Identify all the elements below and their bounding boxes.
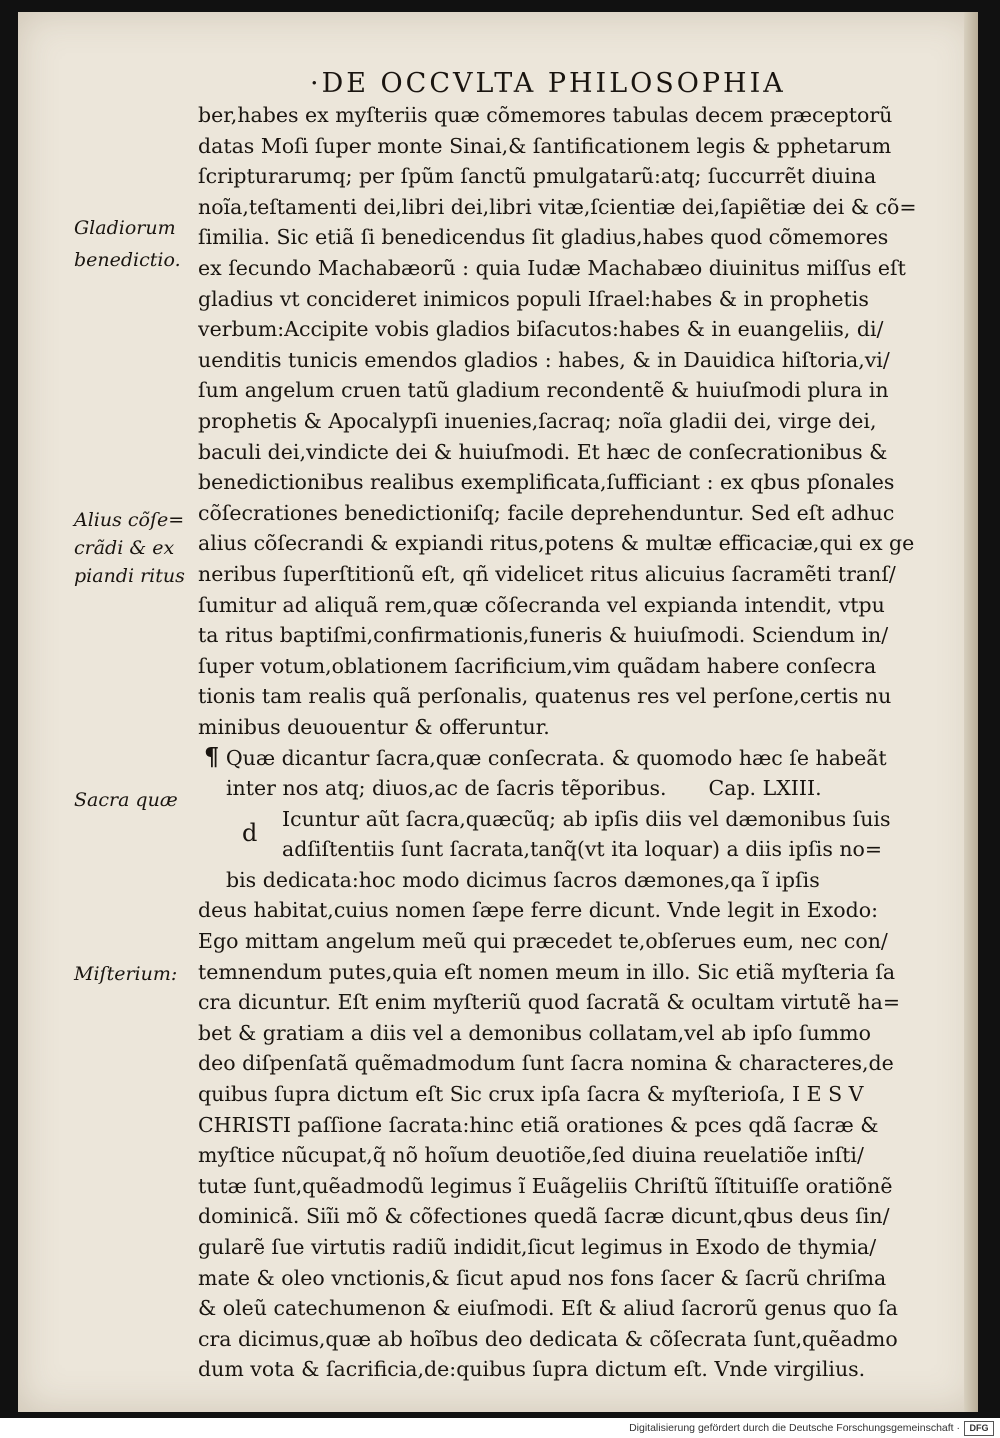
margin-note: Sacra quæ: [74, 789, 178, 811]
text-line: tutæ ſunt,quẽadmodũ legimus ĩ Euãgeliis Chriſtũ ĩſtituiſſe oratiõnẽ: [198, 1173, 893, 1198]
chapter-title-cont: [198, 773, 958, 804]
margin-note: Alius cõſe=: [74, 509, 185, 531]
text-line: minibus deuouentur & offeruntur.: [198, 714, 550, 739]
text-line: ſumitur ad aliquã rem,quæ cõſecranda vel expianda intendit, vtpu: [198, 592, 885, 617]
text-line: bis dedicata:hoc modo dicimus ſacros dæmones,qa ĩ ipſis: [226, 867, 820, 892]
drop-initial: d: [242, 819, 258, 847]
margin-note: Gladiorum: [74, 217, 176, 239]
text-line: cra dicimus,quæ ab hoĩbus deo dedicata & cõſecrata ſunt,quẽadmo: [198, 1326, 898, 1351]
running-header: ·DE OCCVLTA PHILOSOPHIA: [310, 68, 786, 99]
text-line: tionis tam realis quã perſonalis, quatenus res vel perſone,certis nu: [198, 684, 892, 709]
text-line: Ego mittam angelum meũ qui præcedet te,obſerues eum, nec con/: [198, 929, 888, 954]
text-line: ſcripturarumq; per ſpũm ſanctũ pmulgatarũ:atq; ſuccurrẽt diuina: [198, 164, 877, 189]
text-line: ſuper votum,oblationem ſacrificium,vim quãdam habere conſecra: [198, 653, 877, 678]
footer-credit: Digitalisierung gefördert durch die Deutsche Forschungsgemeinschaft ·: [629, 1422, 960, 1434]
text-line: ſimilia. Sic etiã ſi benedicendus ſit gladius,habes quod cõmemores: [198, 225, 889, 250]
text-line: neribus ſuperſtitionũ eſt, qñ videlicet ritus alicuius ſacramẽti tranſ/: [198, 561, 896, 586]
text-line: uenditis tunicis emendos gladios : habes, & in Dauidica hiſtoria,vi/: [198, 347, 890, 372]
text-line: deus habitat,cuius nomen ſæpe ferre dicunt. Vnde legit in Exodo:: [198, 898, 878, 923]
chapter-title-line: Quæ dicantur ſacra,quæ conſecrata. & quomodo hæc ſe habeãt: [225, 746, 887, 771]
text-line: adſiſtentiis ſunt ſacrata,tanq̃(vt ita loquar) a diis ipſis no=: [282, 837, 883, 862]
margin-note: crãdi & ex: [74, 537, 175, 559]
text-line: verbum:Accipite vobis gladios biſacutos:habes & in euangeliis, di/: [198, 317, 884, 342]
text-line: ta ritus baptiſmi,confirmationis,funeris & huiuſmodi. Sciendum in/: [198, 623, 889, 648]
text-line: gularẽ ſue virtutis radiũ indidit,ſicut legimus in Exodo de thymia/: [198, 1234, 877, 1259]
text-line: temnendum putes,quia eſt nomen meum in illo. Sic etiã myſteria ſa: [198, 959, 896, 984]
text-line: gladius vt concideret inimicos populi Iſrael:habes & in prophetis: [198, 286, 869, 311]
text-line: baculi dei,vindicte dei & huiuſmodi. Et hæc de conſecrationibus &: [198, 439, 888, 464]
margin-note: benedictio.: [74, 249, 181, 271]
text-line: mate & oleo vnctionis,& ſicut apud nos fons ſacer & ſacrũ chriſma: [198, 1265, 887, 1290]
text-line: datas Moſi ſuper monte Sinai,& ſantificationem legis & pphetarum: [198, 133, 892, 158]
text-line: dominicã. Siĩi mõ & cõfectiones quedã ſacræ dicunt,qbus deus ſin/: [198, 1204, 890, 1229]
text-line: dum vota & ſacrificia,de:quibus ſupra dictum eſt. Vnde virgilius.: [198, 1357, 866, 1382]
text-line: ex ſecundo Machabæorũ : quia Iudæ Machabæo diuinitus miſſus eſt: [198, 255, 906, 280]
text-line: benedictionibus realibus exemplificata,ſufficiant : ex qbus pſonales: [198, 470, 895, 495]
text-line: Icuntur aũt ſacra,quæcũq; ab ipſis diis vel dæmonibus ſuis: [282, 806, 891, 831]
page-edge: [964, 12, 978, 1412]
text-line: bet & gratiam a diis vel a demonibus collatam,vel ab ipſo ſummo: [198, 1020, 871, 1045]
text-line: alius cõſecrandi & expiandi ritus,potens & multæ efficaciæ,qui ex ge: [198, 531, 915, 556]
text-line: deo diſpenſatã quẽmadmodum ſunt ſacra nomina & characteres,de: [198, 1051, 894, 1076]
chapter-title: [198, 742, 958, 773]
text-line: myſtice nũcupat,q̃ nõ hoĩum deuotiõe,ſed diuina reuelatiõe inſti/: [198, 1143, 864, 1168]
text-line: ber,habes ex myſteriis quæ cõmemores tabulas decem præceptorũ: [198, 103, 893, 127]
text-line: prophetis & Apocalypſi inuenies,ſacraq; noĩa gladii dei, virge dei,: [198, 408, 877, 433]
footer: [0, 1418, 1000, 1438]
text-line: ſum angelum cruen tatũ gladium recondentẽ & huiuſmodi plura in: [198, 378, 889, 403]
pilcrow-icon: ¶: [204, 742, 220, 772]
text-line: noĩa,teſtamenti dei,libri dei,libri vitæ,ſcientiæ dei,ſapiẽtiæ dei & cõ=: [198, 194, 917, 219]
book-page: [18, 12, 978, 1412]
text-line: quibus ſupra dictum eſt Sic crux ipſa ſacra & myſterioſa, I E S V: [198, 1082, 864, 1106]
text-line: cõſecrationes benedictioniſq; facile deprehenduntur. Sed eſt adhuc: [198, 500, 895, 525]
margin-note: Miſterium:: [74, 963, 178, 985]
body-text: [198, 100, 958, 1385]
text-line: CHRISTI paſſione ſacrata:hinc etiã orationes & pces qdã ſacræ &: [198, 1112, 879, 1137]
text-line: cra dicuntur. Eſt enim myſteriũ quod ſacratã & ocultam virtutẽ ha=: [198, 990, 901, 1015]
dfg-logo: DFG: [964, 1421, 994, 1436]
chapter-label: Cap. LXIII.: [708, 776, 822, 801]
chapter-title-line: inter nos atq; diuos,ac de ſacris tẽporibus.: [226, 776, 667, 801]
margin-note: piandi ritus: [74, 565, 185, 587]
text-line: & oleũ catechumenon & eiuſmodi. Eſt & aliud ſacrorũ genus quo ſa: [198, 1296, 898, 1321]
